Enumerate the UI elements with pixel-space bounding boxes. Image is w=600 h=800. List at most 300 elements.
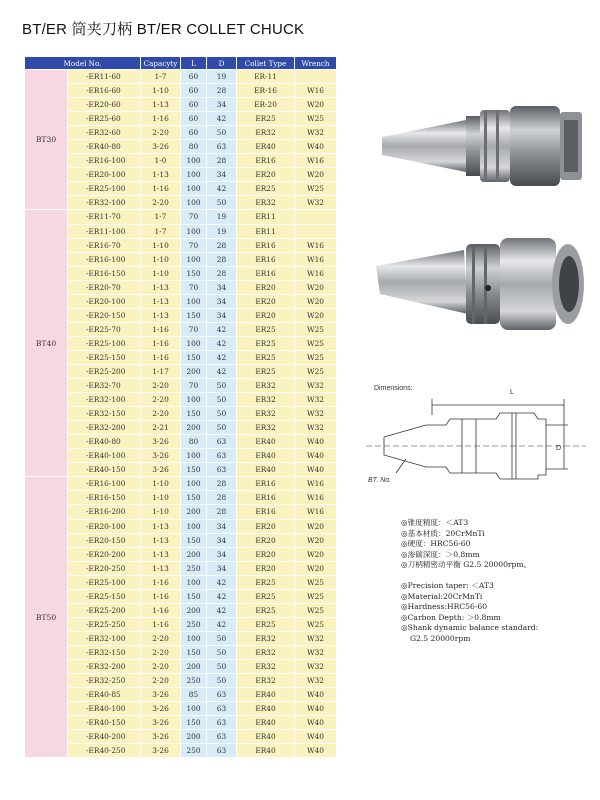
cell-wrench: W20 xyxy=(295,519,337,533)
cell-model: -ER25-200 xyxy=(68,603,141,617)
cell-capacity: 2-21 xyxy=(141,421,181,435)
cell-d: 42 xyxy=(207,575,237,589)
table-row xyxy=(25,519,337,533)
table-row xyxy=(25,491,337,505)
cell-l: 100 xyxy=(181,393,207,407)
cell-l: 150 xyxy=(181,266,207,280)
bt-no-label: BT. No. xyxy=(368,477,392,484)
cell-wrench: W20 xyxy=(295,308,337,322)
cell-capacity: 1-16 xyxy=(141,589,181,603)
cell-collet-type: ER40 xyxy=(237,744,295,758)
cell-d: 28 xyxy=(207,252,237,266)
cell-model: -ER25-100 xyxy=(68,336,141,350)
cell-l: 150 xyxy=(181,491,207,505)
cell-model: -ER40-80 xyxy=(68,140,141,154)
cell-l: 100 xyxy=(181,196,207,210)
cell-model: -ER20-200 xyxy=(68,547,141,561)
cell-d: 42 xyxy=(207,364,237,378)
cell-l: 70 xyxy=(181,210,207,224)
cell-model: -ER20-100 xyxy=(68,519,141,533)
cell-wrench: W25 xyxy=(295,322,337,336)
cell-model: -ER25-200 xyxy=(68,364,141,378)
cell-wrench: W25 xyxy=(295,350,337,364)
cell-model: -ER11-70 xyxy=(68,210,141,224)
cell-d: 63 xyxy=(207,716,237,730)
header-collet-type: Collet Type xyxy=(237,57,295,70)
table-row xyxy=(25,688,337,702)
table-row xyxy=(25,70,337,84)
cell-model: -ER16-60 xyxy=(68,84,141,98)
cell-l: 150 xyxy=(181,716,207,730)
note-en-carbon: ◎Carbon Depth: ＞0.8mm xyxy=(401,612,501,622)
cell-d: 34 xyxy=(207,561,237,575)
cell-d: 28 xyxy=(207,491,237,505)
cell-model: -ER25-60 xyxy=(68,112,141,126)
cell-collet-type: ER32 xyxy=(237,421,295,435)
dimension-drawing xyxy=(366,385,588,493)
cell-collet-type: ER20 xyxy=(237,308,295,322)
cell-capacity: 2-20 xyxy=(141,393,181,407)
cell-model: -ER20-250 xyxy=(68,561,141,575)
cell-wrench: W16 xyxy=(295,505,337,519)
cell-wrench: W25 xyxy=(295,112,337,126)
cell-wrench: W32 xyxy=(295,196,337,210)
cell-l: 200 xyxy=(181,505,207,519)
cell-l: 100 xyxy=(181,575,207,589)
cell-model: -ER40-80 xyxy=(68,435,141,449)
cell-capacity: 1-16 xyxy=(141,350,181,364)
table-row xyxy=(25,336,337,350)
table-row xyxy=(25,126,337,140)
cell-l: 100 xyxy=(181,182,207,196)
cell-wrench: W40 xyxy=(295,435,337,449)
cell-collet-type: ER11 xyxy=(237,210,295,224)
cell-capacity: 1-16 xyxy=(141,322,181,336)
cell-wrench: W32 xyxy=(295,659,337,673)
header-capacity: Capacyty xyxy=(141,57,181,70)
cell-l: 100 xyxy=(181,336,207,350)
cell-l: 250 xyxy=(181,674,207,688)
collet-chuck-image-side xyxy=(378,92,588,202)
cell-l: 70 xyxy=(181,379,207,393)
cell-wrench: W16 xyxy=(295,154,337,168)
table-row xyxy=(25,463,337,477)
note-cn-hardness: ◎硬度：HRC56-60 xyxy=(401,539,471,549)
cell-model: -ER11-100 xyxy=(68,224,141,238)
table-row xyxy=(25,252,337,266)
cell-collet-type: ER20 xyxy=(237,168,295,182)
cell-wrench: W32 xyxy=(295,393,337,407)
table-row xyxy=(25,140,337,154)
cell-capacity: 1-10 xyxy=(141,491,181,505)
cell-model: -ER25-150 xyxy=(68,589,141,603)
table-row xyxy=(25,196,337,210)
cell-d: 50 xyxy=(207,659,237,673)
cell-model: -ER16-70 xyxy=(68,238,141,252)
cell-l: 100 xyxy=(181,449,207,463)
cell-model: -ER32-100 xyxy=(68,393,141,407)
table-row xyxy=(25,294,337,308)
cell-collet-type: ER25 xyxy=(237,589,295,603)
cell-d: 50 xyxy=(207,631,237,645)
cell-collet-type: ER32 xyxy=(237,126,295,140)
cell-collet-type: ER40 xyxy=(237,463,295,477)
cell-capacity: 3-26 xyxy=(141,688,181,702)
cell-wrench: W25 xyxy=(295,617,337,631)
table-row xyxy=(25,533,337,547)
cell-model: -ER16-150 xyxy=(68,266,141,280)
cell-wrench: W16 xyxy=(295,238,337,252)
cell-model: -ER25-150 xyxy=(68,350,141,364)
cell-model: -ER16-100 xyxy=(68,252,141,266)
cell-d: 28 xyxy=(207,84,237,98)
cell-collet-type: ER32 xyxy=(237,196,295,210)
table-row xyxy=(25,744,337,758)
cell-collet-type: ER40 xyxy=(237,702,295,716)
cell-model: -ER40-250 xyxy=(68,744,141,758)
cell-capacity: 1-16 xyxy=(141,112,181,126)
cell-l: 150 xyxy=(181,533,207,547)
cell-capacity: 3-26 xyxy=(141,449,181,463)
note-cn-balance: ◎刀柄精密动平衡 G2.5 20000rpm。 xyxy=(401,560,532,570)
cell-d: 50 xyxy=(207,407,237,421)
cell-model: -ER16-150 xyxy=(68,491,141,505)
table-row xyxy=(25,322,337,336)
spec-notes xyxy=(401,518,591,645)
table-row xyxy=(25,589,337,603)
cell-collet-type: ER-11 xyxy=(237,70,295,84)
header-d: D xyxy=(207,57,237,70)
table-row xyxy=(25,407,337,421)
cell-model: -ER16-200 xyxy=(68,505,141,519)
cell-d: 50 xyxy=(207,196,237,210)
cell-l: 60 xyxy=(181,84,207,98)
cell-wrench: W32 xyxy=(295,407,337,421)
cell-l: 100 xyxy=(181,477,207,491)
table-row xyxy=(25,350,337,364)
table-row xyxy=(25,730,337,744)
table-row xyxy=(25,238,337,252)
cell-model: -ER40-150 xyxy=(68,463,141,477)
cell-l: 60 xyxy=(181,112,207,126)
cell-wrench: W25 xyxy=(295,364,337,378)
cell-wrench: W25 xyxy=(295,603,337,617)
cell-wrench: W16 xyxy=(295,84,337,98)
cell-collet-type: ER16 xyxy=(237,491,295,505)
dimensions-label: Dimensions: xyxy=(374,385,413,392)
cell-l: 200 xyxy=(181,603,207,617)
table-row xyxy=(25,617,337,631)
cell-wrench: W25 xyxy=(295,589,337,603)
table-row xyxy=(25,702,337,716)
cell-capacity: 1-7 xyxy=(141,70,181,84)
cell-model: -ER40-200 xyxy=(68,730,141,744)
cell-d: 63 xyxy=(207,688,237,702)
cell-l: 100 xyxy=(181,631,207,645)
cell-l: 60 xyxy=(181,126,207,140)
cell-capacity: 3-26 xyxy=(141,463,181,477)
cell-wrench xyxy=(295,224,337,238)
group-label-bt30: BT30 xyxy=(25,70,68,210)
table-row xyxy=(25,603,337,617)
cell-d: 50 xyxy=(207,674,237,688)
note-en-hardness: ◎Hardness:HRC56-60 xyxy=(401,602,488,612)
cell-wrench: W40 xyxy=(295,730,337,744)
cell-wrench: W32 xyxy=(295,421,337,435)
cell-capacity: 1-7 xyxy=(141,210,181,224)
cell-wrench: W40 xyxy=(295,449,337,463)
cell-model: -ER25-70 xyxy=(68,322,141,336)
note-en-material: ◎Material:20CrMnTi xyxy=(401,591,483,601)
cell-l: 70 xyxy=(181,322,207,336)
cell-capacity: 3-26 xyxy=(141,435,181,449)
cell-collet-type: ER25 xyxy=(237,603,295,617)
cell-l: 100 xyxy=(181,224,207,238)
group-label-bt50: BT50 xyxy=(25,477,68,758)
cell-collet-type: ER16 xyxy=(237,238,295,252)
table-row xyxy=(25,449,337,463)
cell-d: 50 xyxy=(207,421,237,435)
cell-model: -ER40-150 xyxy=(68,716,141,730)
cell-d: 50 xyxy=(207,126,237,140)
table-body xyxy=(25,70,337,758)
table-row xyxy=(25,575,337,589)
table-row xyxy=(25,505,337,519)
cell-d: 34 xyxy=(207,519,237,533)
cell-collet-type: ER40 xyxy=(237,140,295,154)
cell-wrench: W20 xyxy=(295,168,337,182)
cell-capacity: 2-20 xyxy=(141,407,181,421)
cell-model: -ER32-70 xyxy=(68,379,141,393)
cell-l: 200 xyxy=(181,730,207,744)
cell-model: -ER25-100 xyxy=(68,182,141,196)
cell-d: 42 xyxy=(207,322,237,336)
cell-d: 28 xyxy=(207,505,237,519)
cell-capacity: 1-13 xyxy=(141,561,181,575)
table-row xyxy=(25,266,337,280)
cell-capacity: 1-10 xyxy=(141,84,181,98)
cell-wrench: W25 xyxy=(295,336,337,350)
cell-capacity: 1-17 xyxy=(141,364,181,378)
cell-capacity: 2-20 xyxy=(141,379,181,393)
cell-l: 100 xyxy=(181,294,207,308)
table-row xyxy=(25,561,337,575)
table-row xyxy=(25,364,337,378)
cell-wrench: W16 xyxy=(295,252,337,266)
cell-collet-type: ER32 xyxy=(237,645,295,659)
cell-d: 50 xyxy=(207,379,237,393)
cell-capacity: 2-20 xyxy=(141,196,181,210)
cell-l: 80 xyxy=(181,140,207,154)
cell-collet-type: ER32 xyxy=(237,393,295,407)
cell-capacity: 1-7 xyxy=(141,224,181,238)
cell-capacity: 1-16 xyxy=(141,336,181,350)
cell-collet-type: ER25 xyxy=(237,364,295,378)
cell-collet-type: ER40 xyxy=(237,449,295,463)
cell-collet-type: ER16 xyxy=(237,252,295,266)
cell-d: 34 xyxy=(207,98,237,112)
table-row xyxy=(25,182,337,196)
note-en-balance-value: G2.5 20000rpm xyxy=(410,633,471,643)
cell-collet-type: ER25 xyxy=(237,322,295,336)
cell-d: 28 xyxy=(207,477,237,491)
table-row xyxy=(25,379,337,393)
table-row xyxy=(25,210,337,224)
cell-capacity: 1-16 xyxy=(141,575,181,589)
cell-capacity: 1-10 xyxy=(141,266,181,280)
cell-capacity: 1-13 xyxy=(141,533,181,547)
cell-wrench: W40 xyxy=(295,716,337,730)
cell-collet-type: ER-16 xyxy=(237,84,295,98)
cell-model: -ER32-60 xyxy=(68,126,141,140)
cell-wrench xyxy=(295,70,337,84)
page-title: BT/ER 筒夹刀柄 BT/ER COLLET CHUCK xyxy=(22,21,305,38)
cell-l: 200 xyxy=(181,659,207,673)
cell-d: 34 xyxy=(207,308,237,322)
cell-capacity: 2-20 xyxy=(141,674,181,688)
length-label: L xyxy=(510,389,514,396)
cell-capacity: 1-13 xyxy=(141,547,181,561)
table-header-row xyxy=(25,57,337,70)
cell-d: 19 xyxy=(207,210,237,224)
cell-wrench: W20 xyxy=(295,294,337,308)
cell-collet-type: ER32 xyxy=(237,674,295,688)
cell-collet-type: ER16 xyxy=(237,266,295,280)
cell-capacity: 1-16 xyxy=(141,617,181,631)
cell-d: 42 xyxy=(207,603,237,617)
cell-model: -ER40-85 xyxy=(68,688,141,702)
table-row xyxy=(25,224,337,238)
table-row xyxy=(25,674,337,688)
note-cn-carbon: ◎渗碳深度：＞0.8mm xyxy=(401,549,480,559)
cell-d: 34 xyxy=(207,280,237,294)
cell-capacity: 1-13 xyxy=(141,98,181,112)
cell-capacity: 2-20 xyxy=(141,645,181,659)
cell-d: 63 xyxy=(207,140,237,154)
cell-wrench: W20 xyxy=(295,280,337,294)
cell-collet-type: ER40 xyxy=(237,730,295,744)
cell-collet-type: ER16 xyxy=(237,477,295,491)
cell-collet-type: ER16 xyxy=(237,154,295,168)
cell-capacity: 3-26 xyxy=(141,716,181,730)
cell-d: 63 xyxy=(207,744,237,758)
cell-l: 70 xyxy=(181,280,207,294)
cell-l: 150 xyxy=(181,350,207,364)
header-l: L xyxy=(181,57,207,70)
cell-l: 250 xyxy=(181,561,207,575)
cell-capacity: 1-13 xyxy=(141,294,181,308)
spec-table xyxy=(24,56,337,758)
cell-model: -ER32-250 xyxy=(68,674,141,688)
cell-d: 50 xyxy=(207,393,237,407)
cell-model: -ER25-250 xyxy=(68,617,141,631)
cell-model: -ER40-100 xyxy=(68,702,141,716)
cell-d: 63 xyxy=(207,730,237,744)
cell-collet-type: ER25 xyxy=(237,350,295,364)
cell-l: 150 xyxy=(181,589,207,603)
cell-capacity: 3-26 xyxy=(141,730,181,744)
cell-collet-type: ER25 xyxy=(237,617,295,631)
table-row xyxy=(25,659,337,673)
cell-capacity: 1-10 xyxy=(141,238,181,252)
notes-gap xyxy=(401,571,591,581)
cell-wrench: W40 xyxy=(295,744,337,758)
cell-capacity: 1-13 xyxy=(141,519,181,533)
cell-collet-type: ER-20 xyxy=(237,98,295,112)
table-row xyxy=(25,435,337,449)
cell-collet-type: ER32 xyxy=(237,407,295,421)
cell-model: -ER20-150 xyxy=(68,533,141,547)
cell-wrench: W25 xyxy=(295,575,337,589)
header-model-no: Model No. xyxy=(25,57,141,70)
cell-capacity: 1-10 xyxy=(141,505,181,519)
cell-l: 60 xyxy=(181,70,207,84)
cell-d: 42 xyxy=(207,589,237,603)
cell-wrench: W16 xyxy=(295,477,337,491)
table-row xyxy=(25,112,337,126)
table-row xyxy=(25,98,337,112)
table-row xyxy=(25,421,337,435)
cell-collet-type: ER32 xyxy=(237,379,295,393)
cell-d: 28 xyxy=(207,154,237,168)
cell-d: 42 xyxy=(207,112,237,126)
cell-collet-type: ER25 xyxy=(237,336,295,350)
cell-model: -ER32-200 xyxy=(68,421,141,435)
cell-l: 100 xyxy=(181,252,207,266)
cell-d: 50 xyxy=(207,645,237,659)
cell-wrench xyxy=(295,210,337,224)
cell-collet-type: ER25 xyxy=(237,182,295,196)
cell-model: -ER20-70 xyxy=(68,280,141,294)
cell-wrench: W25 xyxy=(295,182,337,196)
cell-wrench: W32 xyxy=(295,645,337,659)
cell-model: -ER16-100 xyxy=(68,154,141,168)
cell-wrench: W40 xyxy=(295,140,337,154)
cell-wrench: W20 xyxy=(295,547,337,561)
cell-collet-type: ER16 xyxy=(237,505,295,519)
cell-wrench: W16 xyxy=(295,491,337,505)
cell-collet-type: ER40 xyxy=(237,688,295,702)
cell-d: 34 xyxy=(207,547,237,561)
cell-capacity: 3-26 xyxy=(141,702,181,716)
cell-l: 150 xyxy=(181,463,207,477)
cell-d: 63 xyxy=(207,702,237,716)
cell-collet-type: ER20 xyxy=(237,561,295,575)
collet-chuck-image-angle xyxy=(372,228,588,344)
table-row xyxy=(25,168,337,182)
cell-collet-type: ER11 xyxy=(237,224,295,238)
cell-l: 80 xyxy=(181,435,207,449)
cell-d: 42 xyxy=(207,336,237,350)
cell-model: -ER20-150 xyxy=(68,308,141,322)
cell-wrench: W20 xyxy=(295,561,337,575)
cell-collet-type: ER32 xyxy=(237,659,295,673)
cell-l: 100 xyxy=(181,519,207,533)
cell-l: 150 xyxy=(181,645,207,659)
note-en-balance: ◎Shank dynamic balance standard: xyxy=(401,623,539,633)
cell-capacity: 1-13 xyxy=(141,280,181,294)
table-row xyxy=(25,645,337,659)
table-row xyxy=(25,84,337,98)
cell-d: 19 xyxy=(207,224,237,238)
cell-model: -ER20-60 xyxy=(68,98,141,112)
group-label-bt40: BT40 xyxy=(25,210,68,477)
table-row xyxy=(25,280,337,294)
table-row xyxy=(25,631,337,645)
cell-capacity: 2-20 xyxy=(141,631,181,645)
cell-model: -ER32-150 xyxy=(68,407,141,421)
cell-l: 100 xyxy=(181,702,207,716)
